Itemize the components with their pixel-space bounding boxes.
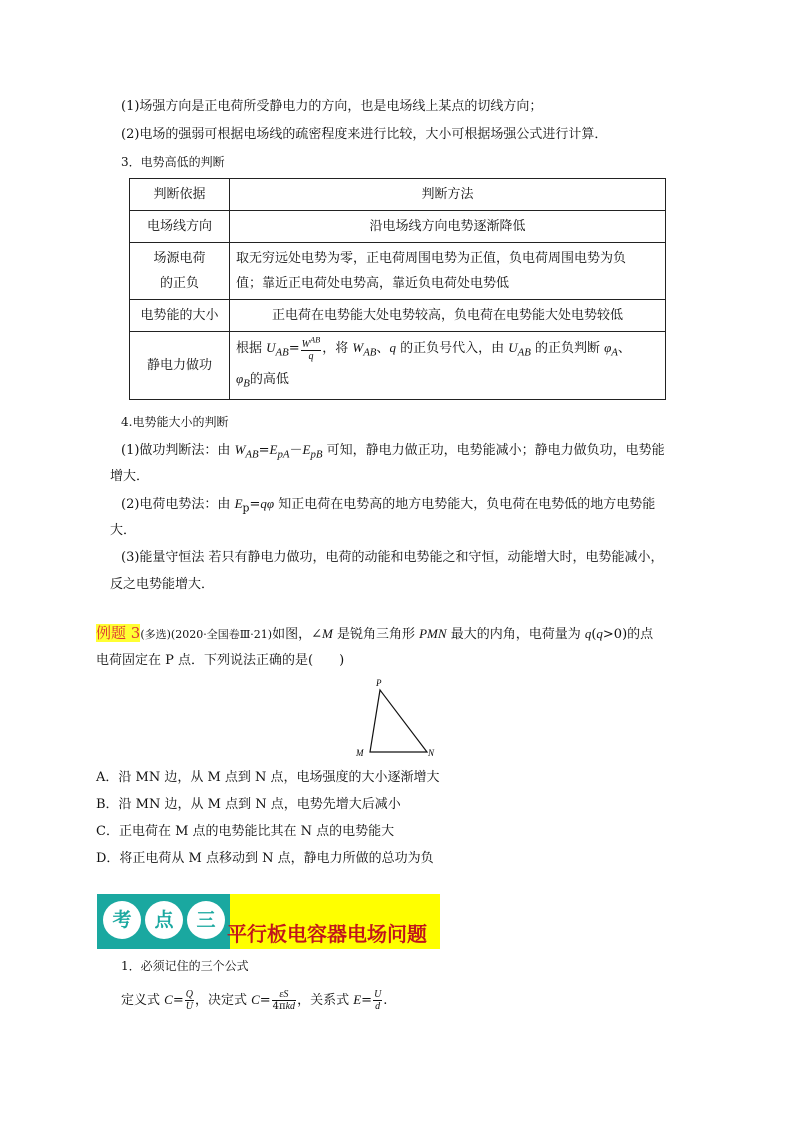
example-tag: (多选) bbox=[140, 628, 171, 641]
kaodian-badge bbox=[97, 894, 230, 949]
table-cell: 电场线方向 bbox=[130, 211, 230, 243]
cell-text: 的正负判断 bbox=[530, 341, 605, 357]
option-a: A．沿 MN 边，从 M 点到 N 点，电场强度的大小逐渐增大 bbox=[96, 770, 440, 785]
kaodian-char: 三 bbox=[187, 901, 225, 939]
section4-p1-cont: 增大． bbox=[110, 469, 150, 484]
text: 可知，静电力做正功，电势能减小；静电力做负功，电势能 bbox=[322, 443, 665, 458]
section4-p1: (1)做功判断法：由 $W_{AB}=E_{pA}-E_{pB}$ 可知，静电力做正功，电势能减小；静电力做负功，电势能 bbox=[121, 442, 665, 461]
kaodian-banner bbox=[97, 894, 440, 949]
table-row bbox=[130, 332, 666, 400]
capacitor-formulas: 定义式 C= $\frac{Q}{U}$ ，决定式 C= $\frac{\varepsilon S}{\text{4πkd}}$ ，关系式 E= $\frac{U}{d}$ . bbox=[121, 989, 388, 1012]
option-b: B．沿 MN 边，从 M 点到 N 点，电势先增大后减小 bbox=[96, 797, 401, 812]
cell-text: 、 bbox=[376, 341, 390, 357]
section4-p3: (3)能量守恒法 若只有静电力做功，电荷的动能和电势能之和守恒，动能增大时，电势能减小， bbox=[121, 550, 664, 565]
section4-heading: 4.电势能大小的判断 bbox=[121, 415, 229, 429]
table-row bbox=[130, 211, 666, 243]
example-line-2: 电荷固定在 P 点．下列说法正确的是( ) bbox=[96, 653, 345, 668]
example-label: 例题 3 bbox=[96, 624, 141, 642]
cell-text: 的正负号代入，由 bbox=[395, 341, 509, 357]
cell-text: 场源电荷 bbox=[153, 251, 206, 266]
text: 是锐角三角形 bbox=[332, 627, 420, 642]
table-row bbox=[130, 179, 666, 211]
label-n: N bbox=[428, 748, 435, 758]
table-cell bbox=[230, 243, 666, 300]
fraction: $\frac{\varepsilon S}{\text{4πkd}}$ bbox=[272, 989, 296, 1012]
table-cell: 正电荷在电势能大处电势较高，负电荷在电势能大处电势较低 bbox=[230, 300, 666, 332]
potential-judgement-table bbox=[129, 178, 666, 400]
text: 定义式 bbox=[121, 993, 165, 1008]
section4-p3-cont: 反之电势能增大． bbox=[110, 577, 215, 592]
table-cell: 电势能的大小 bbox=[130, 300, 230, 332]
text: 的点 bbox=[627, 627, 654, 642]
text: (2)电荷电势法：由 bbox=[121, 497, 235, 512]
intro-line-2: (2)电场的强弱可根据电场线的疏密程度来进行比较，大小可根据场强公式进行计算． bbox=[121, 127, 608, 142]
kaodian-char: 考 bbox=[103, 901, 141, 939]
triangle-pmn-figure bbox=[350, 676, 440, 762]
text: 最大的内角，电荷量为 bbox=[446, 627, 585, 642]
option-c: C．正电荷在 M 点的电势能比其在 N 点的电势能大 bbox=[96, 824, 395, 839]
example-source: (2020·全国卷Ⅲ·21) bbox=[170, 628, 273, 641]
section3-heading: 3．电势高低的判断 bbox=[121, 155, 225, 169]
kaodian-title: 平行板电容器电场问题 bbox=[227, 922, 427, 946]
example-line-1: 例题 3(多选)(2020·全国卷Ⅲ·21)如图，∠M 是锐角三角形 PMN 最大的内角，电荷量为 q(q>0)的点 bbox=[96, 624, 654, 642]
table-cell: 沿电场线方向电势逐渐降低 bbox=[230, 211, 666, 243]
label-p: P bbox=[376, 678, 382, 688]
cell-text: 根据 bbox=[236, 341, 267, 357]
fraction: $\frac{W^{AB}}{q}$ bbox=[301, 336, 321, 363]
fraction: $\frac{Q}{U}$ bbox=[185, 989, 193, 1012]
triangle-pmn bbox=[370, 690, 427, 752]
table-header-basis: 判断依据 bbox=[130, 179, 230, 211]
table-cell: 静电力做功 bbox=[130, 332, 230, 400]
section-c-heading: 1．必须记住的三个公式 bbox=[121, 959, 249, 973]
text: ，关系式 bbox=[297, 993, 354, 1008]
section4-p2: (2)电荷电势法：由 $E_p=q\varphi$ 知正电荷在电势高的地方电势能大，负电荷在电势低的地方电势能 bbox=[121, 496, 656, 515]
text: 如图，∠ bbox=[272, 627, 322, 642]
kaodian-char: 点 bbox=[145, 901, 183, 939]
section4-p2-cont: 大． bbox=[110, 523, 137, 538]
cell-text: 的正负 bbox=[159, 276, 199, 291]
cell-text: 值；靠近正电荷处电势高，靠近负电荷处电势低 bbox=[236, 276, 510, 291]
table-header-method: 判断方法 bbox=[230, 179, 666, 211]
text: . bbox=[383, 993, 388, 1008]
table-row bbox=[130, 300, 666, 332]
cell-text: 取无穷远处电势为零，正电荷周围电势为正值，负电荷周围电势为负 bbox=[236, 251, 627, 266]
text: (1)做功判断法：由 bbox=[121, 443, 235, 458]
fraction: $\frac{U}{d}$ bbox=[374, 989, 382, 1012]
cell-text: ，将 bbox=[322, 341, 353, 357]
table-cell: 根据 $U_{AB}=$ $\frac{W^{AB}}{q}$ ，将 $W_{AB}$、q 的正负号代入，由 $U_{AB}$ 的正负判断 $\varphi_A$、 $\varphi_B$的高低 bbox=[230, 332, 666, 400]
table-row bbox=[130, 243, 666, 300]
cell-text: 的高低 bbox=[249, 371, 289, 387]
intro-line-1: (1)场强方向是正电荷所受静电力的方向，也是电场线上某点的切线方向； bbox=[121, 99, 543, 114]
text: ，决定式 bbox=[194, 993, 252, 1008]
label-m: M bbox=[356, 748, 364, 758]
option-d: D．将正电荷从 M 点移动到 N 点，静电力所做的总功为负 bbox=[96, 851, 434, 866]
table-cell bbox=[130, 243, 230, 300]
text: 知正电荷在电势高的地方电势能大，负电荷在电势低的地方电势能 bbox=[274, 497, 656, 512]
cell-text: 、 bbox=[617, 341, 631, 357]
